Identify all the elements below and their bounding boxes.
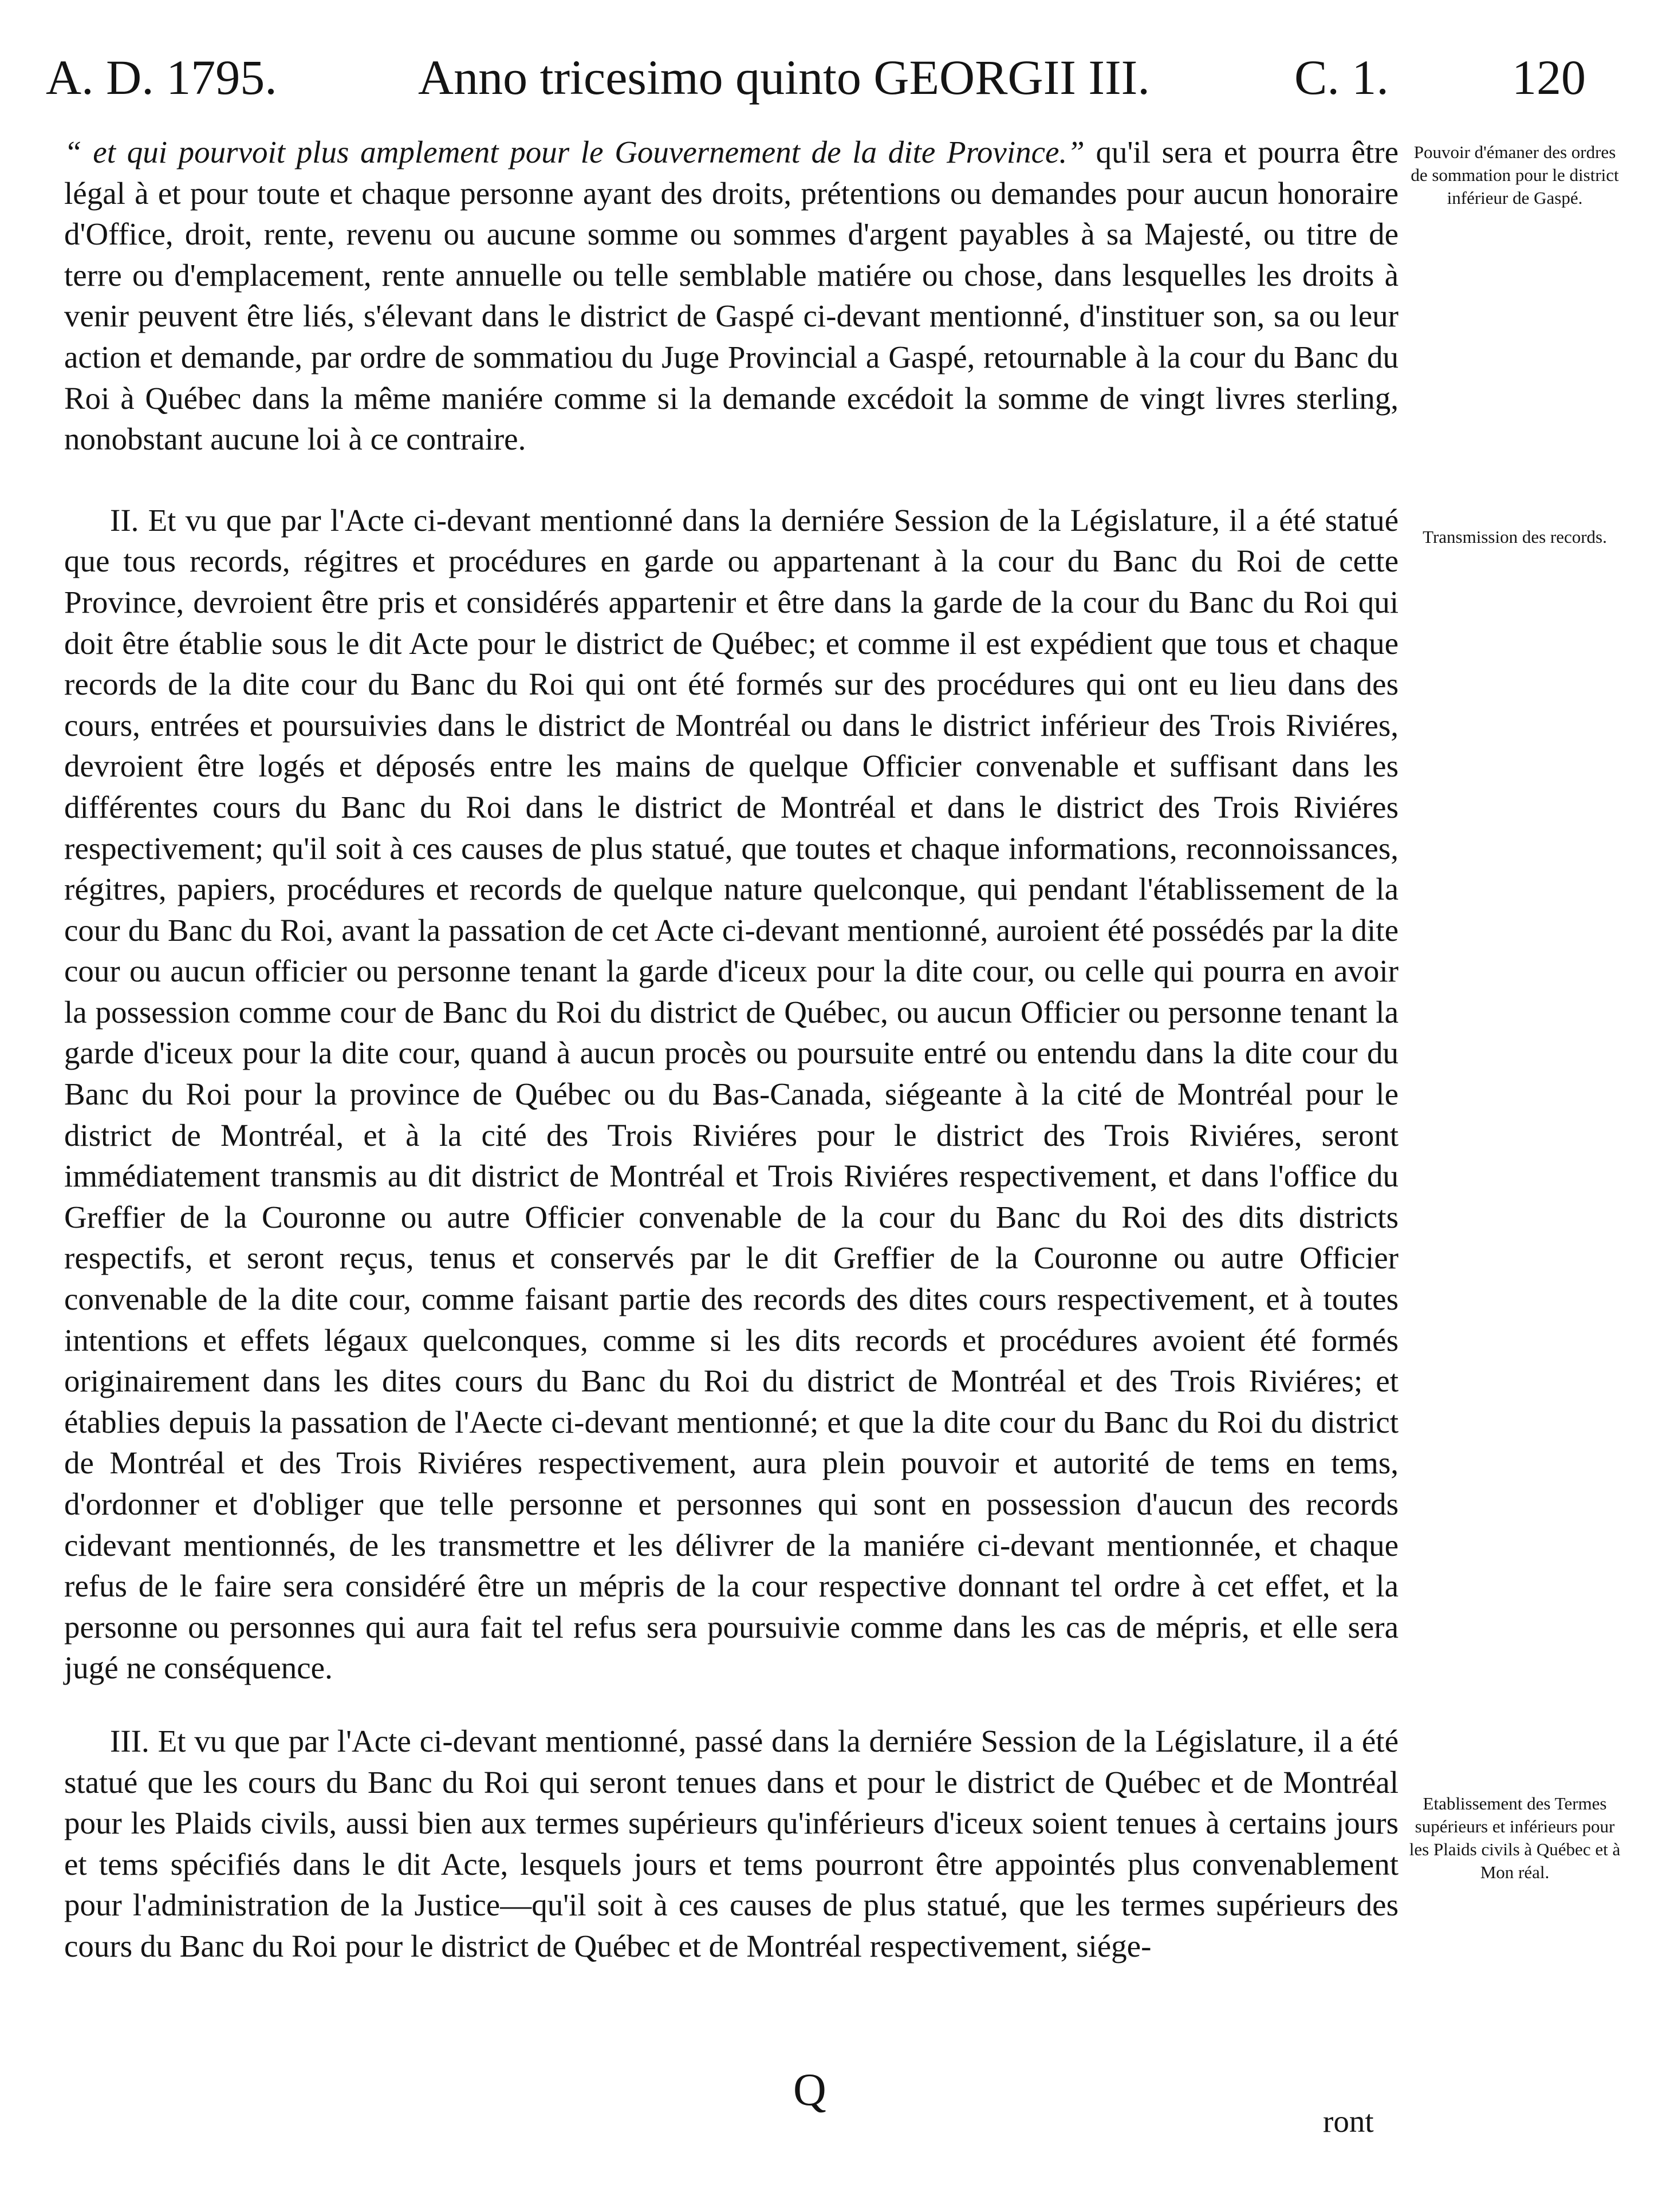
margin-note-summons: Pouvoir d'émaner des ordres de sommation pour le district inférieur de Gaspé. xyxy=(1411,142,1619,208)
paragraph-3: III. Et vu que par l'Acte ci-devant mentionné, passé dans la derniére Session de la Législature, il a été statué que les cours du Banc du Roi qui seront tenues dans et pour le district de Québec et de Montréal pour les Plaids civils, aussi bien aux termes supérieurs qu'inférieurs d'iceux soient tenues à certains jours et tems spécifiés dans le dit Acte, lesquels jours et tems pourront être appointés plus convenablement pour l'administration de la Justice—qu'il soit à ces causes de plus statué, que les termes supérieurs des cours du Banc du Roi pour le district de Québec et de Montréal respectivement, siége- xyxy=(64,1723,1399,1963)
paragraph-2: II. Et vu que par l'Acte ci-devant mentionné dans la derniére Session de la Législature, il a été statué que tous records, régitres et procédures en garde ou appartenant à la cour du Banc du Roi de cette Province, devroient être pris et considérés appartenir et être dans la garde de la cour du Banc du Roi qui doit être établie sous le dit Acte pour le district de Québec; et comme il est expédient que tous et chaque records de la dite cour du Banc du Roi qui ont été formés sur des procédures qui ont eu lieu dans des cours, entrées et poursuivies dans le district de Montréal ou dans le district inférieur des Trois Riviéres, devroient être logés et déposés entre les mains de quelque Officier convenable et suffisant dans les différentes cours du Banc du Roi dans le district de Montréal et dans le district des Trois Riviéres respectivement; qu'il soit à ces causes de plus statué, que toutes et chaque informations, reconnoissances, régitres, papiers, procédures et records de quelque nature quelconque, qui pendant l'établissement de la cour du Banc du Roi, avant la passation de cet Acte ci-devant mentionné, auroient été possédés par la dite cour ou aucun officier ou personne tenant la garde d'iceux pour la dite cour, ou celle qui pourra en avoir la possession comme cour de Banc du Roi du district de Québec, ou aucun Officier ou personne tenant la garde d'iceux pour la dite cour, quand à aucun procès ou poursuite entré ou entendu dans la dite cour du Banc du Roi pour la province de Québec ou du Bas-Canada, siégeante à la cité de Montréal pour le district de Montréal, et à la cité des Trois Riviéres pour le district des Trois Riviéres, seront immédiatement transmis au dit district de Montréal et Trois Riviéres respectivement, et dans l'office du Greffier de la Couronne ou autre Officier convenable de la cour du Banc du Roi des dits districts respectifs, et seront reçus, tenus et conservés par le dit Greffier de la Couronne ou autre Officier convenable de la dite cour, comme faisant partie des records des dites cours respectivement, et à toutes intentions et effets légaux quelconques, comme si les dits records et procédures avoient été formés originairement dans les dites cours du Banc du Roi du district de Montréal et des Trois Riviéres; et établies depuis la passation de l'Aecte ci-devant mentionné; et que la dite cour du Banc du Roi du district de Montréal et des Trois Riviéres respectivement, aura plein pouvoir et autorité de tems en tems, d'ordonner et d'obliger que telle personne et personnes qui sont en possession d'aucun des records cidevant mentionnés, de les transmettre et les délivrer de la maniére ci-devant mentionnée, et chaque refus de le faire sera considéré être un mépris de la cour respective donnant tel ordre à cet effet, et la personne ou personnes qui aura fait tel refus sera poursuivie comme dans les cas de mépris, et elle sera jugé ne conséquence. xyxy=(64,502,1399,1686)
paragraph-1 xyxy=(64,132,1399,460)
running-header xyxy=(46,46,1609,109)
signature-mark: Q xyxy=(793,2065,826,2115)
header-chapter: C. 1. xyxy=(1294,50,1389,105)
margin-note-records: Transmission des records. xyxy=(1423,527,1607,547)
page-number: 120 xyxy=(1512,50,1586,105)
paragraph-1-text: qu'il sera et pourra être légal à et pour toute et chaque personne ayant des droits, prétentions ou demandes pour aucun honoraire d'Office, droit, rente, revenu ou aucune somme ou sommes d'argent payables à sa Majesté, ou titre de terre ou d'emplacement, rente annuelle ou telle semblable matiére ou chose, dans lesquelles les droits à venir peuvent être liés, s'élevant dans le district de Gaspé ci-devant mentionné, d'instituer son, sa ou leur action et demande, par ordre de sommatiou du Juge Provincial a Gaspé, retournable à la cour du Banc du Roi à Québec dans la même maniére comme si la demande excédoit la somme de vingt livres sterling, nonobstant aucune loi à ce contraire. xyxy=(64,135,1399,457)
body-text xyxy=(64,132,1399,1967)
header-year: A. D. 1795. xyxy=(46,50,277,105)
catchword: ront xyxy=(1323,2104,1374,2139)
margin-note-terms: Etablissement des Termes supérieurs et inférieurs pour les Plaids civils à Québec et à Mon réal. xyxy=(1409,1793,1621,1882)
header-regnal-title: Anno tricesimo quinto GEORGII III. xyxy=(418,50,1150,105)
quoted-act-title: “ et qui pourvoit plus amplement pour le Gouvernement de la dite Province.” xyxy=(64,135,1085,169)
